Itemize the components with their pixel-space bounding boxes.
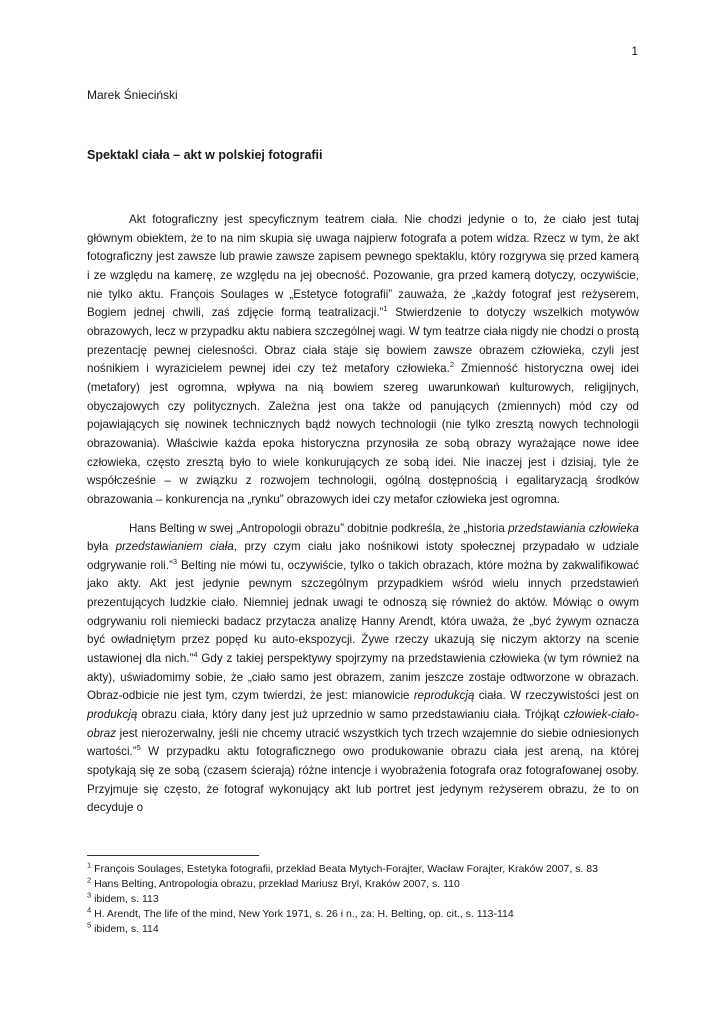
footnote-number: 5 — [87, 920, 92, 930]
paragraph-text: Hans Belting w swej „Antropologii obrazu” dobitnie podkreśla, że „historia — [129, 521, 509, 535]
paragraph-text: ciała. W rzeczywistości jest on — [474, 689, 639, 703]
paragraph-text: była — [87, 540, 116, 554]
paragraph-text: Gdy z takiej perspektywy spojrzymy na przedstawienia człowieka (w tym również na akty), uświadomimy sobie, że „ciało samo jest obrazem, zanim jeszcze zostaje odtworzone w obrazach. Obraz-odbicie nie jest tym, czym twierdzi, że jest: mianowicie — [87, 652, 639, 703]
article-body — [87, 211, 639, 828]
footnote-5 — [87, 922, 639, 937]
paragraph-1 — [87, 211, 639, 510]
footnote-text: François Soulages, Estetyka fotografii, przekład Beata Mytych-Forajter, Wacław Forajter, Kraków 2007, s. 83 — [94, 863, 598, 875]
footnote-text: ibidem, s. 114 — [94, 923, 159, 936]
italic-phrase: przedstawiania człowieka — [508, 521, 639, 535]
paragraph-text: , przy czym ciału jako nośnikowi istoty społecznej przypadało w udziale odgrywanie roli.” — [87, 540, 639, 572]
footnote-3 — [87, 892, 639, 907]
footnote-ref-3[interactable]: 3 — [172, 556, 177, 566]
footnote-4 — [87, 907, 639, 922]
footnote-text: ibidem, s. 113 — [94, 893, 159, 906]
footnote-1 — [87, 862, 639, 877]
footnote-ref-4[interactable]: 4 — [193, 650, 198, 660]
article-title: Spektakl ciała – akt w polskiej fotografii — [87, 148, 323, 162]
paragraph-text: obrazu ciała, który dany jest już uprzednio w samo przedstawianiu ciała. Trójkąt — [137, 708, 564, 722]
page-number: 1 — [631, 44, 638, 58]
italic-phrase: produkcją — [87, 708, 138, 722]
paragraph-text: Akt fotograficzny jest specyficznym teatrem ciała. Nie chodzi jedynie o to, że ciało jest tutaj głównym obiektem, że to na nim skupia się uwaga najpierw fotografa a potem widza. Rzecz w tym, że akt fotograficzny jest zawsze lub prawie zawsze zapisem pewnego spektaklu, który rozgrywa się przed kamerą i ze względu na kamerę, ze względu na jej obecność. Pozowanie, gra przed kamerą dotyczy, oczywiście, nie tylko aktu. François Soulages w „Estetyce fotografii” zauważa, że „każdy fotograf jest reżyserem, Bogiem jednej chwili, zaś zdjęcie formą teatralizacji.” — [87, 213, 639, 320]
footnote-ref-2[interactable]: 2 — [449, 360, 455, 370]
italic-phrase: przedstawianiem ciała — [115, 540, 234, 554]
paragraph-text: W przypadku aktu fotograficznego owo produkowanie obrazu ciała jest areną, na której spotykają się ze sobą (czasem ścierają) różne intencje i wyobrażenia fotografa oraz fotografowanej osoby. Przyjmuje się często, że fotograf wykonujący akt lub portret jest jedynym reżyserem obrazu, że to on decyduje o — [87, 745, 639, 815]
footnote-2 — [87, 877, 639, 892]
footnote-separator — [87, 855, 259, 856]
paragraph-text: Zmienność historyczna owej idei (metafory) jest ogromna, wpływa na nią bowiem szereg uwarunkowań kulturowych, religijnych, obyczajowych czy politycznych. Zależna jest ona także od panujących (zmiennych) mód czy od pojawiających się nowinek technicznych bądź nowych technologii (nie tylko zresztą nowych technologii obrazowania). Właściwie każda epoka historyczna przynosiła ze sobą obrazy wyrażające nowe idee człowieka, często zresztą było to wiele konkurujących ze sobą idei. Nie inaczej jest i dzisiaj, tyle że współcześnie – w związku z rozwojem technologii, ogólną dostępnością i egalitaryzacją środków obrazowania – konkurencja na „rynku” obrazowych idei czy metafor człowieka jest ogromna. — [87, 362, 639, 506]
footnotes — [87, 862, 639, 937]
paragraph-2 — [87, 520, 639, 819]
footnote-number: 1 — [87, 860, 92, 870]
footnote-ref-5[interactable]: 5 — [136, 743, 141, 753]
footnote-text: Hans Belting, Antropologia obrazu, przekład Mariusz Bryl, Kraków 2007, s. 110 — [94, 878, 460, 891]
footnote-ref-1[interactable]: 1 — [383, 304, 388, 314]
author-name: Marek Śnieciński — [87, 88, 178, 102]
paragraph-text: Stwierdzenie to dotyczy wszelkich motywów obrazowych, lecz w przypadku aktu nabiera szczególnej wagi. W tym teatrze ciała nigdy nie chodzi o prostą prezentację pewnej cielesności. Obraz ciała staje się bowiem zawsze obrazem człowieka, czyli jest nośnikiem i wyrazicielem pewnej idei czy też metafory człowieka. — [87, 306, 639, 376]
paragraph-text: Belting nie mówi tu, oczywiście, tylko o takich obrazach, które można by zakwalifikować jako akty. Akt jest jedynie pewnym szczególnym przypadkiem wśród wielu innych przedstawień prezentujących ludzkie ciało. Niemniej jednak uwagi te odnoszą się również do aktów. Mówiąc o owym odgrywaniu roli niemiecki badacz przytacza analizę Hanny Arendt, która uważa, że „być żywym oznacza być owładniętym przez popęd ku auto-ekspozycji. Żywe rzeczy ukazują się niczym aktorzy na scenie ustawionej dla nich.” — [87, 558, 640, 666]
footnote-number: 3 — [87, 890, 92, 900]
italic-phrase: człowiek-ciało-obraz — [87, 708, 639, 740]
paragraph-text: jest nierozerwalny, jeśli nie chcemy utracić wszystkich tych trzech wzajemnie do siebie odniesionych wartości.” — [87, 726, 639, 759]
italic-phrase: reprodukcją — [413, 689, 475, 703]
footnote-text: H. Arendt, The life of the mind, New York 1971, s. 26 i n., za: H. Belting, op. cit., s. 113-114 — [94, 908, 514, 921]
footnote-number: 2 — [87, 875, 92, 885]
footnote-number: 4 — [87, 905, 92, 915]
